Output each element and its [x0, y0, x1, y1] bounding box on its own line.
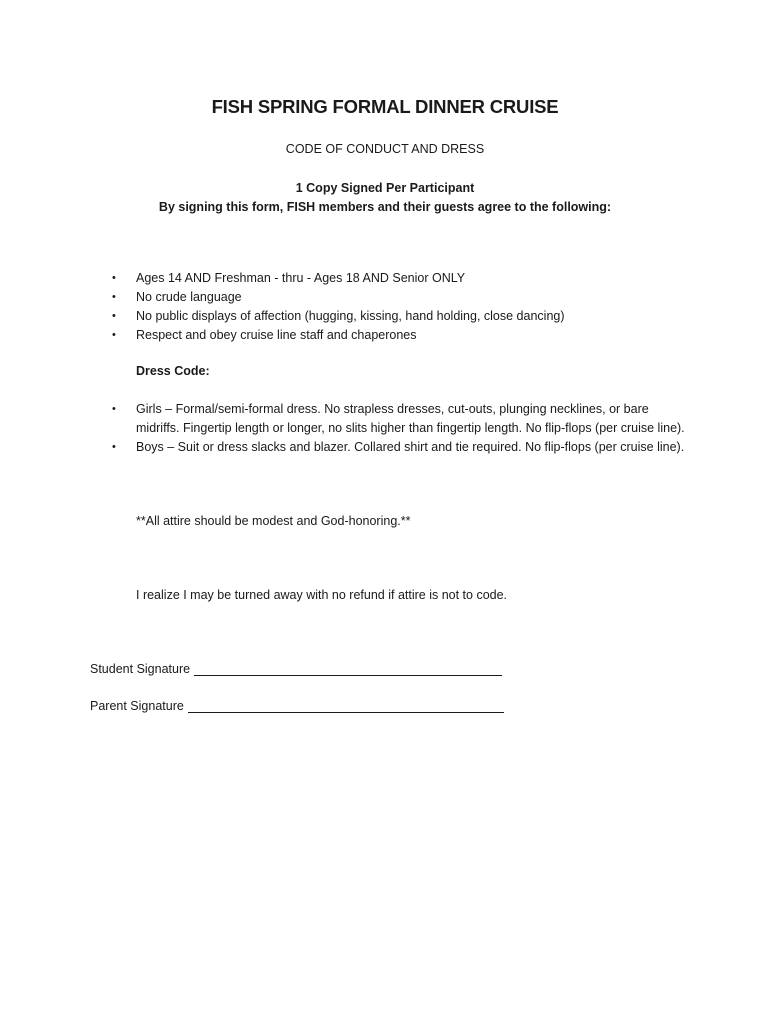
- bullet-icon: •: [112, 441, 116, 453]
- student-signature-line[interactable]: [194, 662, 502, 676]
- bullet-icon: •: [112, 310, 116, 322]
- list-item: [110, 400, 690, 438]
- rule-text: No crude language: [136, 290, 242, 304]
- bullet-icon: •: [112, 329, 116, 341]
- modesty-note: **All attire should be modest and God-honoring.**: [136, 514, 411, 528]
- dress-rule-girls: Girls – Formal/semi-formal dress. No strapless dresses, cut-outs, plunging necklines, or bare midriffs. Fingertip length or longer, no slits higher than fingertip length. No flip-flops (per cruise line).: [136, 402, 685, 435]
- document-subtitle: CODE OF CONDUCT AND DRESS: [285, 142, 485, 156]
- parent-signature-row: [90, 699, 504, 713]
- document-title: FISH SPRING FORMAL DINNER CRUISE: [211, 96, 559, 117]
- conduct-rules-list: [110, 269, 690, 345]
- parent-signature-label: Parent Signature: [90, 699, 184, 713]
- list-item: [110, 326, 690, 345]
- rule-text: Ages 14 AND Freshman - thru - Ages 18 AND Senior ONLY: [136, 271, 466, 285]
- signing-notice: [0, 179, 770, 217]
- bullet-icon: •: [112, 403, 116, 415]
- list-item: [110, 269, 690, 288]
- bullet-icon: •: [112, 291, 116, 303]
- student-signature-row: [90, 662, 502, 676]
- rule-text: Respect and obey cruise line staff and chaperones: [136, 328, 417, 342]
- list-item: [110, 438, 690, 457]
- dress-rule-boys: Boys – Suit or dress slacks and blazer. Collared shirt and tie required. No flip-flops (per cruise line).: [136, 440, 685, 454]
- student-signature-label: Student Signature: [90, 662, 191, 676]
- rule-text: No public displays of affection (hugging, kissing, hand holding, close dancing): [136, 309, 565, 323]
- refund-note: I realize I may be turned away with no refund if attire is not to code.: [136, 588, 508, 602]
- list-item: [110, 307, 690, 326]
- dress-code-list: [110, 400, 690, 457]
- bullet-icon: •: [112, 272, 116, 284]
- copy-notice: 1 Copy Signed Per Participant: [295, 181, 475, 195]
- agreement-notice: By signing this form, FISH members and their guests agree to the following:: [158, 200, 612, 214]
- parent-signature-line[interactable]: [188, 699, 504, 713]
- list-item: [110, 288, 690, 307]
- dress-code-heading: Dress Code:: [136, 364, 210, 378]
